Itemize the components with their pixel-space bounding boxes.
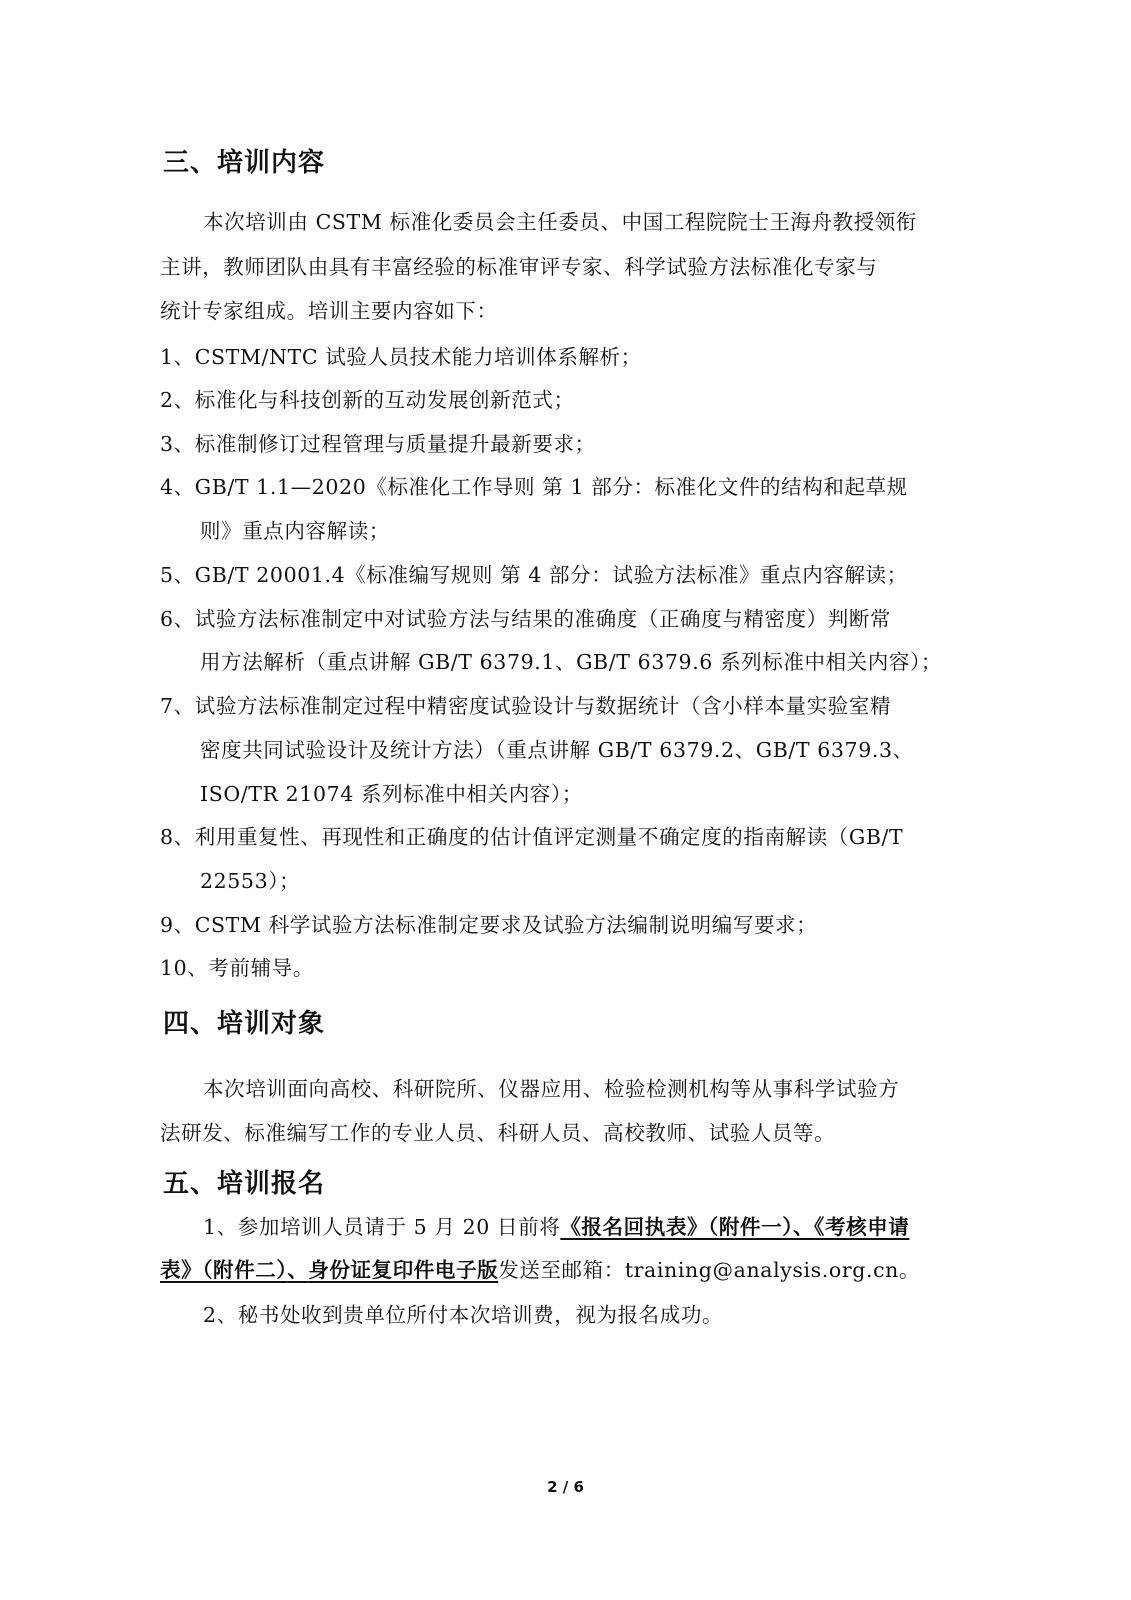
list-item-4: 4、GB/T 1.1—2020《标准化工作导则 第 1 部分：标准化文件的结构和起草规	[160, 475, 908, 499]
list-item-4-cont: 则》重点内容解读；	[200, 519, 390, 543]
list-item-5: 5、GB/T 20001.4《标准编写规则 第 4 部分：试验方法标准》重点内容解读；	[160, 563, 908, 587]
list-item-3: 3、标准制修订过程管理与质量提升最新要求；	[160, 432, 596, 456]
list-item-10: 10、考前辅导。	[160, 956, 314, 980]
list-item-2: 2、标准化与科技创新的互动发展创新范式；	[160, 388, 575, 412]
list-item-6-cont: 用方法解析（重点讲解 GB/T 6379.1、GB/T 6379.6 系列标准中相关内容）；	[200, 650, 942, 674]
list-item-6: 6、试验方法标准制定中对试验方法与结果的准确度（正确度与精密度）判断常	[160, 607, 892, 631]
section-heading-registration: 五、培训报名	[163, 1169, 326, 1199]
section3-intro-line-1: 本次培训由 CSTM 标准化委员会主任委员、中国工程院院士王海舟教授领衔	[203, 210, 918, 234]
email-instruction-text: 发送至邮箱：training@analysis.org.cn。	[498, 1258, 921, 1282]
list-item-8-cont: 22553）；	[200, 869, 301, 893]
registration-instruction-text: 1、参加培训人员请于 5 月 20 日前将	[203, 1215, 561, 1239]
list-item-1: 1、CSTM/NTC 试验人员技术能力培训体系解析；	[160, 345, 642, 369]
list-item-8: 8、利用重复性、再现性和正确度的估计值评定测量不确定度的指南解读（GB/T	[160, 825, 904, 849]
section-heading-training-audience: 四、培训对象	[163, 1009, 326, 1039]
list-item-9: 9、CSTM 科学试验方法标准制定要求及试验方法编制说明编写要求；	[160, 913, 818, 937]
id-card-copy-electronic: 身份证复印件电子版	[308, 1258, 499, 1282]
assessment-form-attachment-2-end: 表》（附件二）	[160, 1258, 288, 1282]
assessment-form-attachment-2-start: 《考核申请	[814, 1215, 910, 1239]
list-item-7-cont-2: ISO/TR 21074 系列标准中相关内容）；	[200, 782, 583, 806]
list-item-7: 7、试验方法标准制定过程中精密度试验设计与数据统计（含小样本量实验室精	[160, 694, 892, 718]
registration-paragraph-1-line-1	[203, 1210, 909, 1240]
registration-form-attachment-1: 《报名回执表》（附件一）	[560, 1215, 794, 1239]
list-item-7-cont-1: 密度共同试验设计及统计方法）（重点讲解 GB/T 6379.2、GB/T 6379.3、	[200, 738, 914, 762]
registration-paragraph-1-line-2	[160, 1253, 920, 1283]
separator-text: 、	[793, 1215, 815, 1239]
registration-paragraph-2: 2、秘书处收到贵单位所付本次培训费，视为报名成功。	[203, 1303, 724, 1327]
section3-intro-line-3: 统计专家组成。培训主要内容如下：	[160, 299, 498, 323]
page-number: 2 / 6	[547, 1478, 584, 1496]
separator-text: 、	[287, 1258, 309, 1282]
section-heading-training-content: 三、培训内容	[163, 148, 326, 178]
section4-body-line-2: 法研发、标准编写工作的专业人员、科研人员、高校教师、试验人员等。	[160, 1121, 836, 1145]
section4-body-line-1: 本次培训面向高校、科研院所、仪器应用、检验检测机构等从事科学试验方	[203, 1077, 900, 1101]
section3-intro-line-2: 主讲，教师团队由具有丰富经验的标准审评专家、科学试验方法标准化专家与	[160, 255, 878, 279]
